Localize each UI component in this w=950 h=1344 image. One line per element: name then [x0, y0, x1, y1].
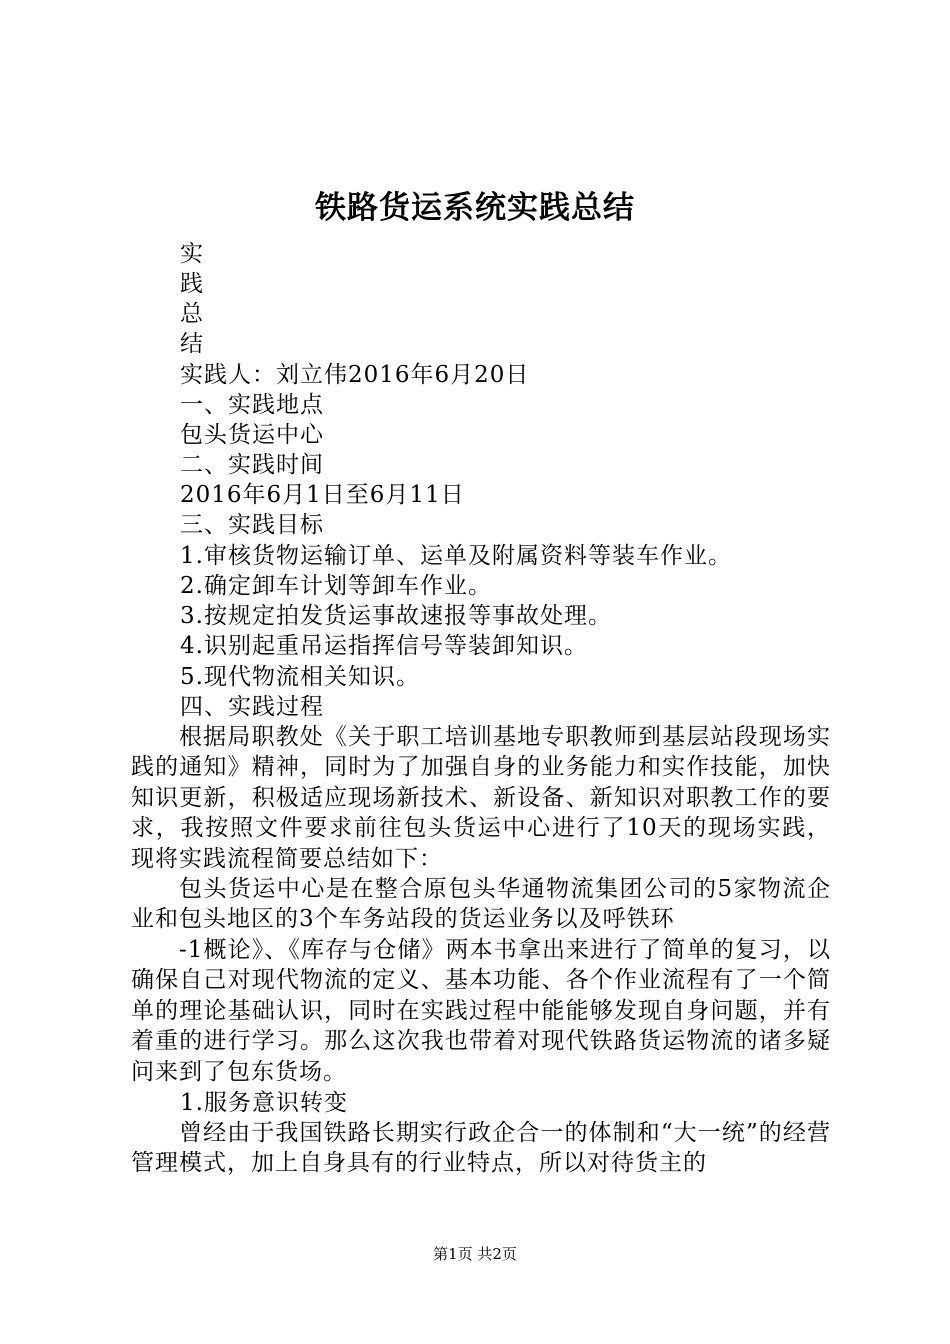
- goal-item: 5.现代物流相关知识。: [180, 664, 420, 690]
- heading-char-1: 实: [180, 241, 204, 267]
- paragraph: 曾经由于我国铁路长期实行政企合一的体制和“大一统”的经营管理模式，加上自身具有的行业特点，所以对待货主的: [131, 1120, 831, 1177]
- heading-char-4: 结: [180, 331, 204, 357]
- section-heading-time: 二、实践时间: [180, 452, 324, 478]
- paragraph: -1概论》、《库存与仓储》两本书拿出来进行了简单的复习，以确保自己对现代物流的定义、基本功能、各个作业流程有了一个简单的理论基础认识，同时在实践过程中能能够发现自身问题，并有着重的进行学习。那么这次我也带着对现代铁路货运物流的诸多疑问来到了包东货场。: [131, 937, 831, 1085]
- goal-item: 3.按规定拍发货运事故速报等事故处理。: [180, 603, 612, 629]
- document-title: 铁路货运系统实践总结: [315, 190, 635, 226]
- subheading: 1.服务意识转变: [180, 1090, 348, 1116]
- location-text: 包头货运中心: [180, 422, 324, 448]
- goal-item: 2.确定卸车计划等卸车作业。: [180, 573, 492, 599]
- author-line: 实践人：刘立伟2016年6月20日: [180, 362, 530, 388]
- heading-char-3: 总: [180, 301, 204, 327]
- time-text: 2016年6月1日至6月11日: [180, 482, 465, 508]
- section-heading-goals: 三、实践目标: [180, 512, 324, 538]
- page-footer: 第1页 共2页: [433, 1245, 517, 1263]
- goal-item: 1.审核货物运输订单、运单及附属资料等装车作业。: [180, 543, 732, 569]
- section-heading-location: 一、实践地点: [180, 392, 324, 418]
- paragraph: 根据局职教处《关于职工培训基地专职教师到基层站段现场实践的通知》精神，同时为了加强自身的业务能力和实作技能，加快知识更新，积极适应现场新技术、新设备、新知识对职教工作的要求，我按照文件要求前往包头货运中心进行了10天的现场实践，现将实践流程简要总结如下：: [131, 724, 831, 872]
- paragraph: 包头货运中心是在整合原包头华通物流集团公司的5家物流企业和包头地区的3个车务站段的货运业务以及呼铁环: [131, 876, 831, 933]
- heading-char-2: 践: [180, 271, 204, 297]
- section-heading-process: 四、实践过程: [180, 694, 324, 720]
- goal-item: 4.识别起重吊运指挥信号等装卸知识。: [180, 633, 588, 659]
